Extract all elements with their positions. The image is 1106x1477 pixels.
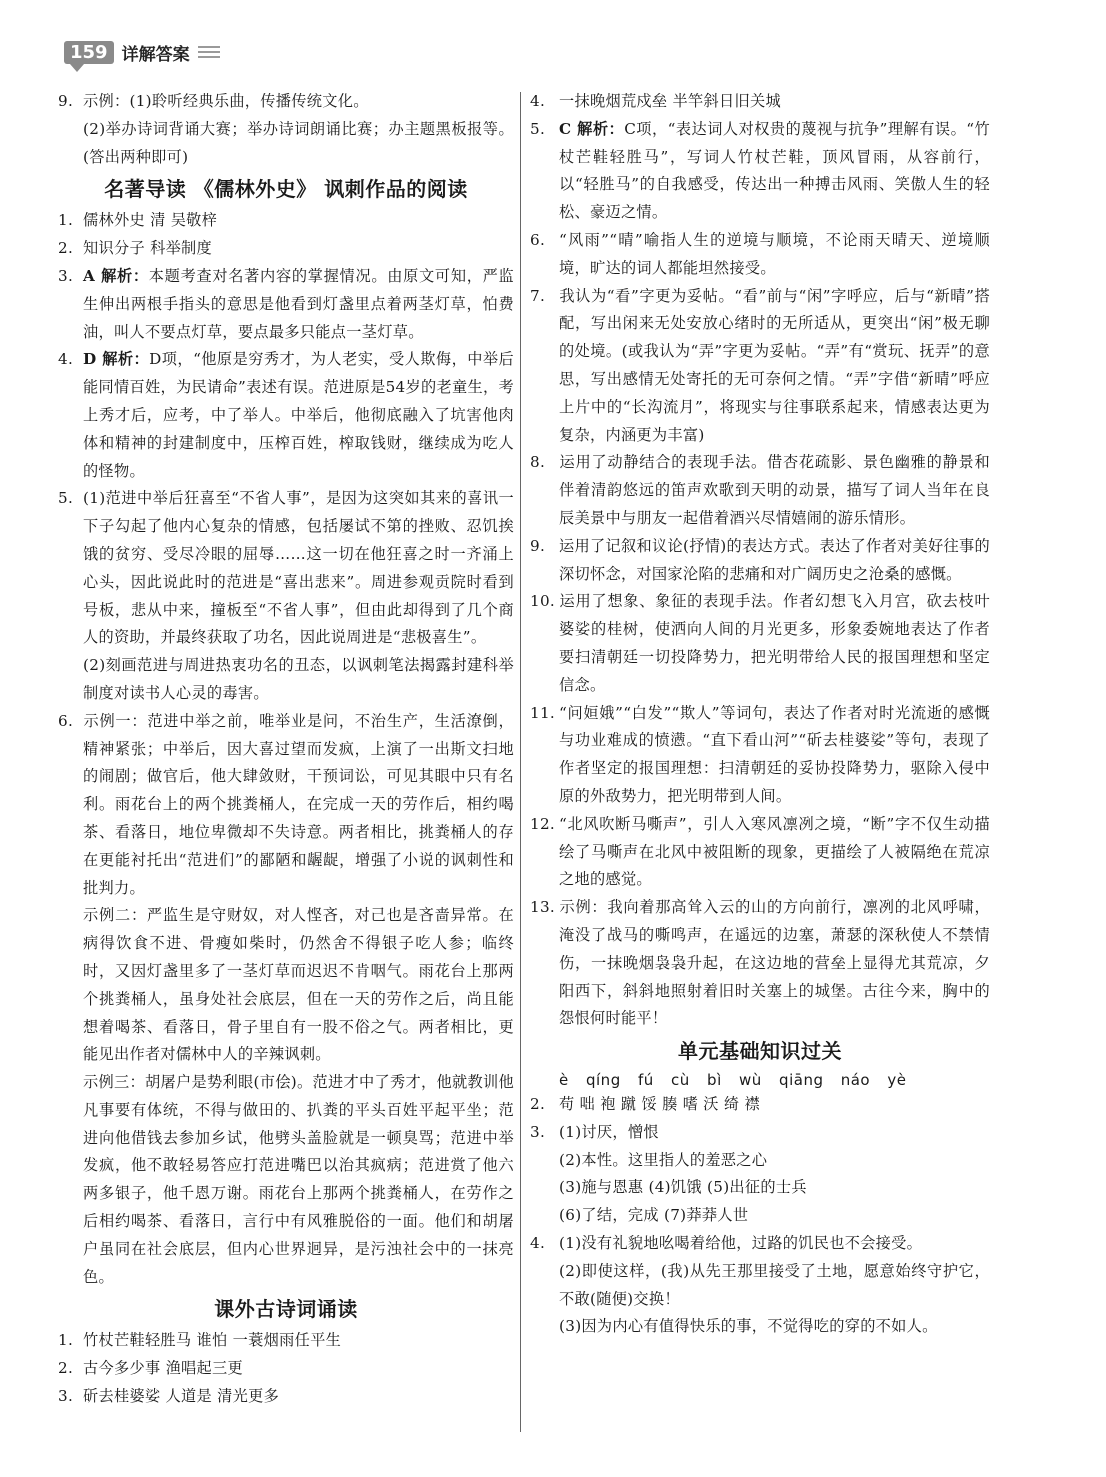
answer-paragraph: (3)施与恩惠 (4)饥饿 (5)出征的士兵 [559,1178,807,1197]
answer-item [530,88,990,116]
answer-paragraph: (2)即使这样，(我)从先王那里接受了土地，愿意始终守护它，不敢(随便)交换！ [559,1261,990,1308]
item-text: 示例：我向着那高耸入云的山的方向前行，凛冽的北风呼啸，淹没了战马的嘶鸣声，在遥远的边塞，萧瑟的深秋使人不禁情伤，一抹晚烟袅袅升起，在这边地的营垒上显得尤其荒凉，夕阳西下，斜斜地照射着旧时关塞上的城堡。古往今来，胸中的怨恨何时能平！ [559,898,990,1028]
item-number: 5. [530,119,546,138]
answer-item [58,1327,514,1355]
column-divider [520,92,521,1432]
answer-item [530,1230,990,1258]
answer-paragraph: 示例二：严监生是守财奴，对人悭吝，对己也是吝啬异常。在病得饮食不进、骨瘦如柴时，仍然舍不得银子吃人参；临终时，又因灯盏里多了一茎灯草而迟迟不肯咽气。雨花台上那两个挑粪桶人，虽身处社会底层，但在一天的劳作之后，尚且能想着喝茶、看落日，骨子里自有一股不俗之气。两者相比，更能见出作者对儒林中人的辛辣讽刺。 [83,906,514,1064]
pinyin-line: è qíng fú cù bì wù qiāng náo yè [559,1071,907,1090]
item-number: 13. [530,898,556,917]
item-number: 6. [530,230,546,249]
answer-paragraph: (3)因为内心有值得快乐的事，不觉得吃的穿的不如人。 [559,1317,938,1336]
item-text: (1)没有礼貌地吆喝着给他，过路的饥民也不会接受。 [559,1234,923,1253]
item-number: 4. [530,1234,546,1253]
item-text: 竹杖芒鞋轻胜马 谁怕 一蓑烟雨任平生 [83,1331,342,1350]
item-number: 2. [58,239,74,258]
answer-item [530,227,990,283]
item-text: 儒林外史 清 吴敬梓 [83,211,218,230]
answer-item [530,894,990,1033]
answer-paragraph: (2)举办诗词背诵大赛；举办诗词朗诵比赛；办主题黑板报等。(答出两种即可) [83,119,514,166]
item-text: D项，“他原是穷秀才，为人老实，受人欺侮，中举后能同情百姓，为民请命”表述有误。范进原是54岁的老童生，考上秀才后，应考，中了举人。中举后，他彻底融入了坑害他肉体和精神的封建制度中，压榨百姓，榨取钱财，继续成为吃人的怪物。 [83,350,514,480]
item-number: 7. [530,286,546,305]
item-number: 9. [58,92,74,110]
item-text: “风雨”“晴”喻指人生的逆境与顺境，不论雨天晴天、逆境顺境，旷达的词人都能坦然接受。 [559,230,990,277]
answer-item [530,116,990,227]
item-text: 运用了动静结合的表现手法。借杏花疏影、景色幽雅的静景和伴着清韵悠远的笛声欢歌到天明的动景，描写了词人当年在良辰美景中与朋友一起借着酒兴尽情嬉闹的游乐情形。 [559,453,990,527]
answer-paragraph: (6)了结，完成 (7)莽莽人世 [559,1206,749,1225]
item-number: 1. [58,1331,74,1350]
item-number: 3. [58,266,74,285]
answer-choice: D 解析： [83,350,150,369]
right-column [530,88,990,1341]
item-number: 2. [58,1359,74,1378]
item-text: (1)范进中举后狂喜至“不省人事”，是因为这突如其来的喜讯一下子勾起了他内心复杂的情感，包括屡试不第的挫败、忍饥挨饿的贫穷、受尽冷眼的屈辱……这一切在他狂喜之时一齐涌上心头，因此说此时的范进是“喜出悲来”。周进参观贡院时看到号板，悲从中来，撞板至“不省人事”，但由此却得到了几个商人的资助，并最终获取了功名，因此说周进是“悲极喜生”。 [83,489,514,647]
item-text: 运用了想象、象征的表现手法。作者幻想飞入月宫，砍去枝叶婆娑的桂树，使洒向人间的月光更多，形象委婉地表达了作者要扫清朝廷一切投降势力，把光明带给人民的报国理想和坚定信念。 [559,592,990,694]
item-number: 8. [530,453,546,472]
header-title: 详解答案 [121,44,190,65]
section-heading: 单元基础知识过关 [678,1039,842,1064]
item-text: 运用了记叙和议论(抒情)的表达方式。表达了作者对美好往事的深切怀念，对国家沦陷的悲痛和对广阔历史之沧桑的感慨。 [559,536,990,583]
answer-item [58,346,514,485]
item-text: 斫去桂婆娑 人道是 清光更多 [83,1387,280,1406]
answer-paragraph: 示例三：胡屠户是势利眼(市侩)。范进才中了秀才，他就教训他凡事要有体统，不得与做田的、扒粪的平头百姓平起平坐；范进向他借钱去参加乡试，他劈头盖脸就是一顿臭骂；范进中举发疯，他不敢轻易答应打范进嘴巴以治其疯病；范进赏了他六两多银子，他千恩万谢。雨花台上那两个挑粪桶人，在劳作之后相约喝茶、看落日，言行中有风雅脱俗的一面。他们和胡屠户虽同在社会底层，但内心世界迥异，是污浊社会中的一抹亮色。 [83,1073,514,1286]
item-number: 6. [58,711,74,730]
item-text: 本题考查对名著内容的掌握情况。由原文可知，严监生伸出两根手指头的意思是他看到灯盏里点着两茎灯草，怕费油，叫人不要点灯草，要点最多只能点一茎灯草。 [83,266,514,341]
section-heading: 课外古诗词诵读 [214,1297,358,1322]
answer-item [530,449,990,532]
item-text: (1)讨厌，憎恨 [559,1122,659,1141]
item-number: 11. [530,703,556,722]
item-number: 3. [58,1387,74,1406]
item-number: 9. [530,536,546,555]
item-text: “问姮娥”“白发”“欺人”等词句，表达了作者对时光流逝的感慨与功业难成的愤懑。“直下看山河”“斫去桂婆娑”等句，表现了作者坚定的报国理想：扫清朝廷的妥协投降势力，驱除入侵中原的外敌势力，把光明带到人间。 [559,703,990,805]
page-header [64,38,220,66]
item-text: 示例：(1)聆听经典乐曲，传播传统文化。 [83,92,369,110]
item-text: 一抹晚烟荒戍垒 半竿斜日旧关城 [559,92,781,110]
answer-item [58,1383,514,1411]
item-number: 1. [58,211,74,230]
answer-item [530,700,990,811]
item-text: 古今多少事 渔唱起三更 [83,1359,244,1378]
answer-choice: C 解析： [559,119,625,138]
item-text: “北风吹断马嘶声”，引人入寒风凛冽之境，“断”字不仅生动描绘了马嘶声在北风中被阻断的现象，更描绘了人被隔绝在荒凉之地的感觉。 [559,814,990,889]
answer-item [58,708,514,903]
section-heading: 名著导读 《儒林外史》 讽刺作品的阅读 [104,177,468,202]
item-text: C项，“表达词人对权贵的蔑视与抗争”理解有误。“竹杖芒鞋轻胜马”，写词人竹杖芒鞋，顶风冒雨，从容前行，以“轻胜马”的自我感受，传达出一种搏击风雨、笑傲人生的轻松、豪迈之情。 [559,119,990,222]
answer-paragraph: (2)刻画范进与周进热衷功名的丑态，以讽刺笔法揭露封建科举制度对读书人心灵的毒害。 [83,656,514,702]
answer-item [58,263,514,346]
answer-item [58,207,514,235]
answer-item [58,235,514,263]
item-text: 我认为“看”字更为妥帖。“看”前与“闲”字呼应，后与“新晴”搭配，写出闲来无处安放心绪时的无所适从，更突出“闲”极无聊的处境。(或我认为“弄”字更为妥帖。“弄”有“赏玩、抚弄”的意思，写出感情无处寄托的无可奈何之情。“弄”字借“新晴”呼应上片中的“长沟流月”，将现实与往事联系起来，情感表达更为复杂，内涵更为丰富) [559,286,990,444]
answer-item [530,1119,990,1147]
left-column [58,88,514,1411]
answer-item [530,283,990,450]
item-text: 示例一：范进中举之前，唯举业是问，不治生产，生活潦倒，精神紧张；中举后，因大喜过望而发疯，上演了一出斯文扫地的闹剧；做官后，他大肆敛财，干预词讼，可见其眼中只有名利。雨花台上的两个挑粪桶人，在完成一天的劳作后，相约喝茶、看落日，地位卑微却不失诗意。两者相比，挑粪桶人的存在更能衬托出“范进们”的鄙陋和龌龊，增强了小说的讽刺性和批判力。 [83,711,514,897]
item-number: 3. [530,1122,546,1141]
item-number: 5. [58,489,74,508]
answer-paragraph: (2)本性。这里指人的羞恶之心 [559,1150,768,1169]
item-number: 2. [530,1095,546,1114]
header-decoration [198,43,220,61]
item-number: 4. [530,92,546,110]
answer-item [530,588,990,699]
item-text: 苟 咄 袍 蹴 馁 腠 嗜 沃 绮 襟 [559,1095,761,1114]
page-number: 159 [64,41,114,64]
answer-item [58,485,514,652]
answer-item [58,1355,514,1383]
answer-item [530,1091,990,1119]
answer-item [530,533,990,589]
item-text: 知识分子 科举制度 [83,239,213,258]
answer-choice: A 解析： [83,266,149,285]
item-number: 12. [530,814,556,833]
item-number: 4. [58,350,74,369]
answer-item [530,811,990,894]
answer-item [58,88,514,116]
item-number: 10. [530,592,556,611]
